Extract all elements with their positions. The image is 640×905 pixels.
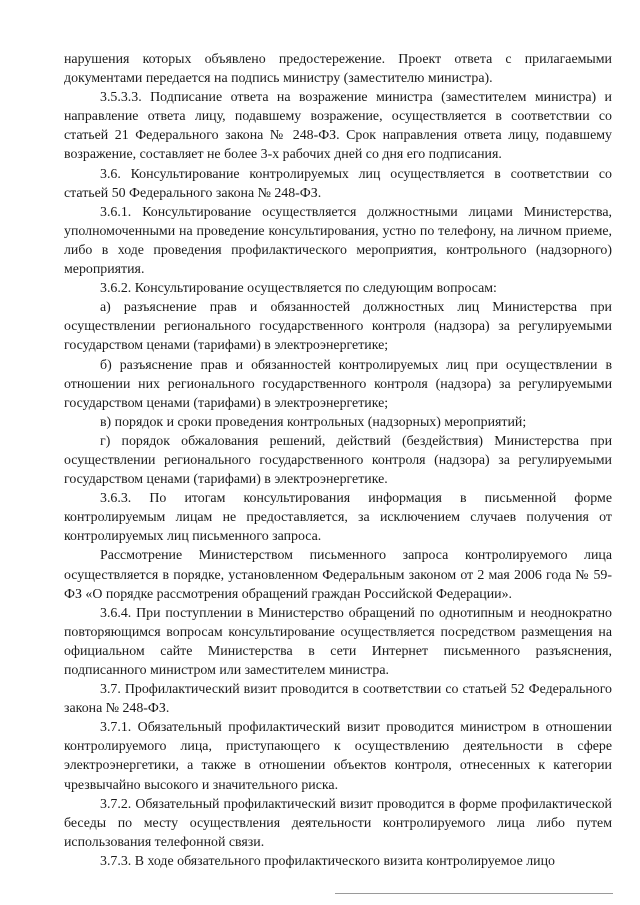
list-item-g: г) порядок обжалования решений, действий (бездействия) Министерства при осуществлении регионального государственного контроля (надзора) за регулируемыми государством ценами (тарифами) в электроэнергетике. (64, 433, 612, 488)
paragraph-3-6-2: 3.6.2. Консультирование осуществляется по следующим вопросам: (100, 281, 497, 297)
paragraph-3-7-2: 3.7.2. Обязательный профилактический визит проводится в форме профилактической беседы по месту осуществления деятельности контролируемого лица либо путем использования телефонной связи. (64, 796, 612, 850)
paragraph-continuation: нарушения которых объявлено предостережение. Проект ответа с прилагаемыми документами передается на подпись министру (заместителю министра). (64, 52, 612, 87)
paragraph-written-request: Рассмотрение Министерством письменного запроса контролируемого лица осуществляется в порядке, установленном Федеральным законом от 2 мая 2006 года № 59-ФЗ «О порядке рассмотрения обращений граждан Российской Федерации». (64, 548, 612, 602)
paragraph-3-7-1: 3.7.1. Обязательный профилактический визит проводится министром в отношении контролируемого лица, приступающего к осуществлению деятельности в сфере электроэнергетики, а также в отношении объектов контроля, отнесенных к категории чрезвычайно высокого и значительного риска. (64, 720, 612, 793)
paragraph-3-6-1: 3.6.1. Консультирование осуществляется должностными лицами Министерства, уполномоченными на проведение консультирования, устно по телефону, на личном приеме, либо в ходе проведения профилактического мероприятия, контрольного (надзорного) мероприятия. (64, 204, 612, 278)
list-item-a: а) разъяснение прав и обязанностей должностных лиц Министерства при осуществлении регионального государственного контроля (надзора) за регулируемыми государством ценами (тарифами) в электроэнергетике; (64, 300, 612, 354)
paragraph-3-6-3: 3.6.3. По итогам консультирования информация в письменной форме контролируемым лицам не предоставляется, за исключением случаев получения от контролируемых лиц письменного запроса. (64, 491, 612, 545)
list-item-b: б) разъяснение прав и обязанностей контролируемых лиц при осуществлении в отношении них регионального государственного контроля (надзора) за регулируемыми государством ценами (тарифами) в электроэнергетике; (64, 357, 612, 411)
paragraph-3-5-3-3: 3.5.3.3. Подписание ответа на возражение министра (заместителем министра) и направление ответа лицу, подавшему возражение, осуществляется в соответствии со статьей 21 Федерального закона № 248-ФЗ. Срок направления ответа лицу, подавшему возражение, составляет не более 3-х рабочих дней со дня его подписания. (64, 90, 612, 163)
paragraph-3-7-3: 3.7.3. В ходе обязательного профилактического визита контролируемое лицо (100, 853, 555, 869)
document-page (64, 50, 612, 871)
paragraph-3-7: 3.7. Профилактический визит проводится в соответствии со статьей 52 Федерального закона № 248-ФЗ. (64, 682, 612, 717)
paragraph-3-6: 3.6. Консультирование контролируемых лиц осуществляется в соответствии со статьей 50 Федерального закона № 248-ФЗ. (64, 166, 612, 201)
list-item-v: в) порядок и сроки проведения контрольных (надзорных) мероприятий; (100, 414, 527, 430)
paragraph-3-6-4: 3.6.4. При поступлении в Министерство обращений по однотипным и неоднократно повторяющимся вопросам консультирование осуществляется посредством размещения на официальном сайте Министерства в сети Интернет письменного разъяснения, подписанного министром или заместителем министра. (64, 605, 612, 678)
footer-divider (335, 893, 613, 894)
